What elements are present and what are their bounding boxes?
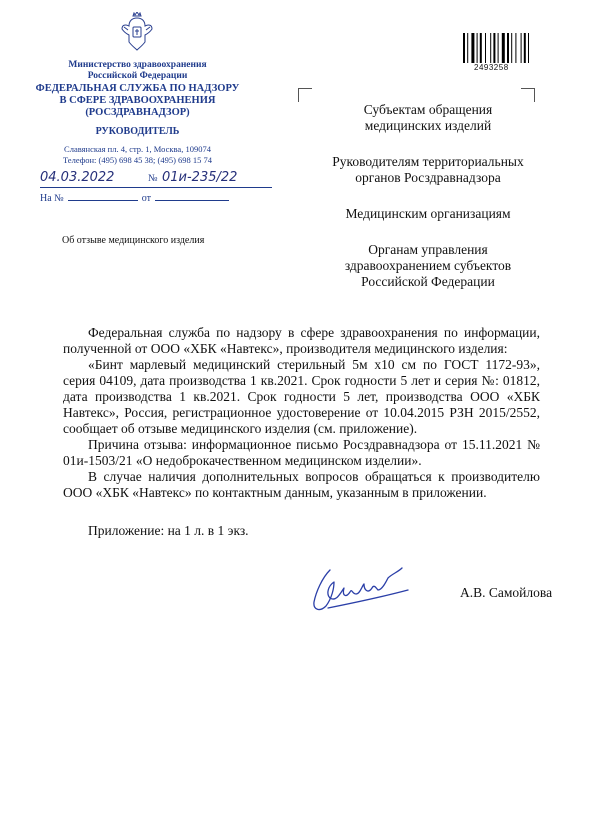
barcode-number: 2493258 (474, 63, 509, 72)
recipients-block (318, 102, 538, 310)
body-paragraph: Федеральная служба по надзору в сфере здравоохранения по информации, полученной от ООО «ХБК «Навтекс», производителя медицинского изделия: (63, 325, 540, 356)
incoming-number-line (40, 193, 272, 204)
outgoing-date: 04.03.2022 (40, 170, 115, 185)
recipient-group: Органам управления здравоохранением субъектов Российской Федерации (344, 242, 512, 289)
outgoing-number: 01и-235/22 (162, 170, 238, 185)
recipient-group: Субъектам обращения медицинских изделий (363, 102, 493, 133)
body-paragraph: В случае наличия дополнительных вопросов обращаться к производителю ООО «ХБК «Навтекс» по контактным данным, указанным в приложении. (63, 469, 540, 500)
agency-name: ФЕДЕРАЛЬНАЯ СЛУЖБА ПО НАДЗОРУ В СФЕРЕ ЗДРАВООХРАНЕНИЯ (РОСЗДРАВНАДЗОР) (35, 83, 240, 118)
letter-subject: Об отзыве медицинского изделия (62, 235, 205, 246)
incoming-from-label: от (141, 193, 151, 204)
number-label: № (148, 173, 158, 184)
letter-body (63, 325, 540, 501)
address-corner-right (521, 88, 535, 102)
agency-address: Славянская пл. 4, стр. 1, Москва, 109074 Телефон: (495) 698 45 38; (495) 698 15 74 (62, 144, 213, 165)
body-paragraph: Причина отзыва: информационное письмо Росздравнадзора от 15.11.2021 № 01и-1503/21 «О недоброкачественном медицинском изделии». (63, 437, 540, 468)
head-title: РУКОВОДИТЕЛЬ (95, 126, 180, 137)
outgoing-number-line (40, 170, 272, 192)
ministry-name: Министерство здравоохранения Российской Федерации (68, 60, 207, 81)
address-corner-left (298, 88, 312, 102)
coat-of-arms-emblem-icon (120, 12, 154, 52)
recipient-group: Руководителям территориальных органов Росздравнадзора (332, 154, 524, 185)
barcode-icon (463, 33, 531, 63)
recipient-group: Медицинским организациям (345, 206, 511, 221)
signer-name: А.В. Самойлова (460, 585, 553, 600)
handwritten-signature (308, 558, 428, 616)
incoming-label: На № (40, 193, 64, 204)
attachment-note: Приложение: на 1 л. в 1 экз. (88, 523, 249, 538)
body-paragraph: «Бинт марлевый медицинский стерильный 5м x10 см по ГОСТ 1172-93», серия 04109, дата производства 1 кв.2021. Срок годности 5 лет и серия №: 01812, дата производства 1 кв.2021. Срок годности 5 лет, производства ООО «ХБК Навтекс», Россия, регистрационное удостоверение от 10.04.2015 РЗН 2015/2552, сообщает об отзыве медицинского изделия (см. приложение). (63, 357, 540, 436)
